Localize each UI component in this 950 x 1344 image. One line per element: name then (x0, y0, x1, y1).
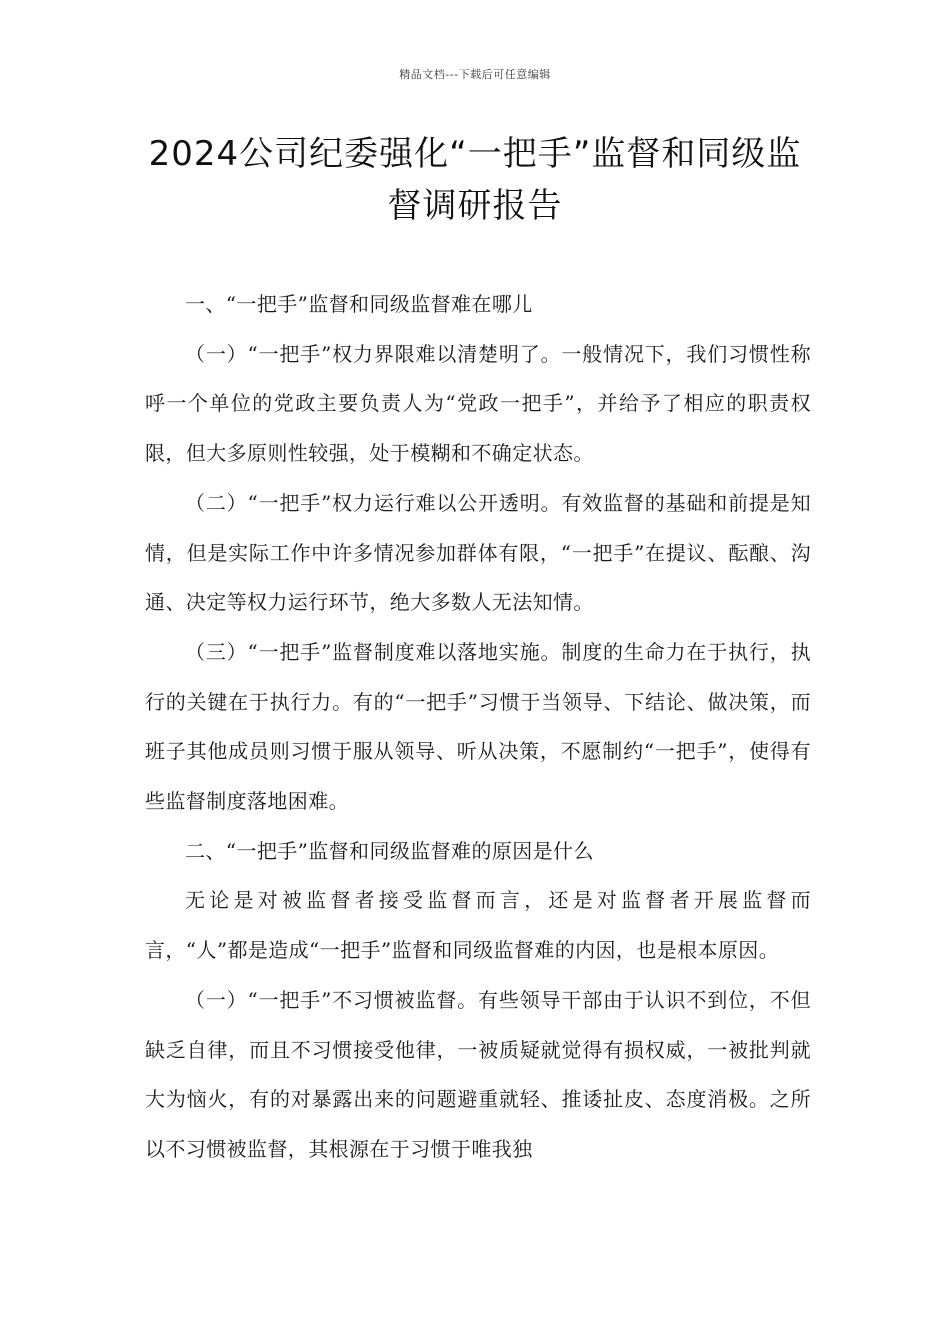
document-body (145, 280, 811, 1175)
paragraph: （三）“一把手”监督制度难以落地实施。制度的生命力在于执行，执行的关键在于执行力。有的“一把手”习惯于当领导、下结论、做决策，而班子其他成员则习惯于服从领导、听从决策，不愿制约“一把手”，使得有些监督制度落地困难。 (145, 639, 811, 814)
paragraph: （一）“一把手”不习惯被监督。有些领导干部由于认识不到位，不但缺乏自律，而且不习惯接受他律，一被质疑就觉得有损权威，一被批判就大为恼火，有的对暴露出来的问题避重就轻、推诿扯皮、态度消极。之所以不习惯被监督，其根源在于习惯于唯我独 (145, 987, 811, 1161)
paragraph: （二）“一把手”权力运行难以公开透明。有效监督的基础和前提是知情，但是实际工作中许多情况参加群体有限，“一把手”在提议、酝酿、沟通、决定等权力运行环节，绝大多数人无法知情。 (145, 490, 811, 615)
section-heading-1: 一、“一把手”监督和同级监督难在哪儿 (185, 292, 533, 316)
header-note: 精品文档---下载后可任意编辑 (399, 68, 551, 81)
section-heading-2: 二、“一把手”监督和同级监督难的原因是什么 (185, 838, 594, 863)
document-title: 2024公司纪委强化“一把手”监督和同级监督调研报告 (148, 134, 802, 226)
paragraph: （一）“一把手”权力界限难以清楚明了。一般情况下，我们习惯性称呼一个单位的党政主要负责人为“党政一把手”，并给予了相应的职责权限，但大多原则性较强，处于模糊和不确定状态。 (145, 341, 811, 466)
paragraph: 无论是对被监督者接受监督而言，还是对监督者开展监督而言，“人”都是造成“一把手”监督和同级监督难的内因，也是根本原因。 (145, 888, 811, 963)
